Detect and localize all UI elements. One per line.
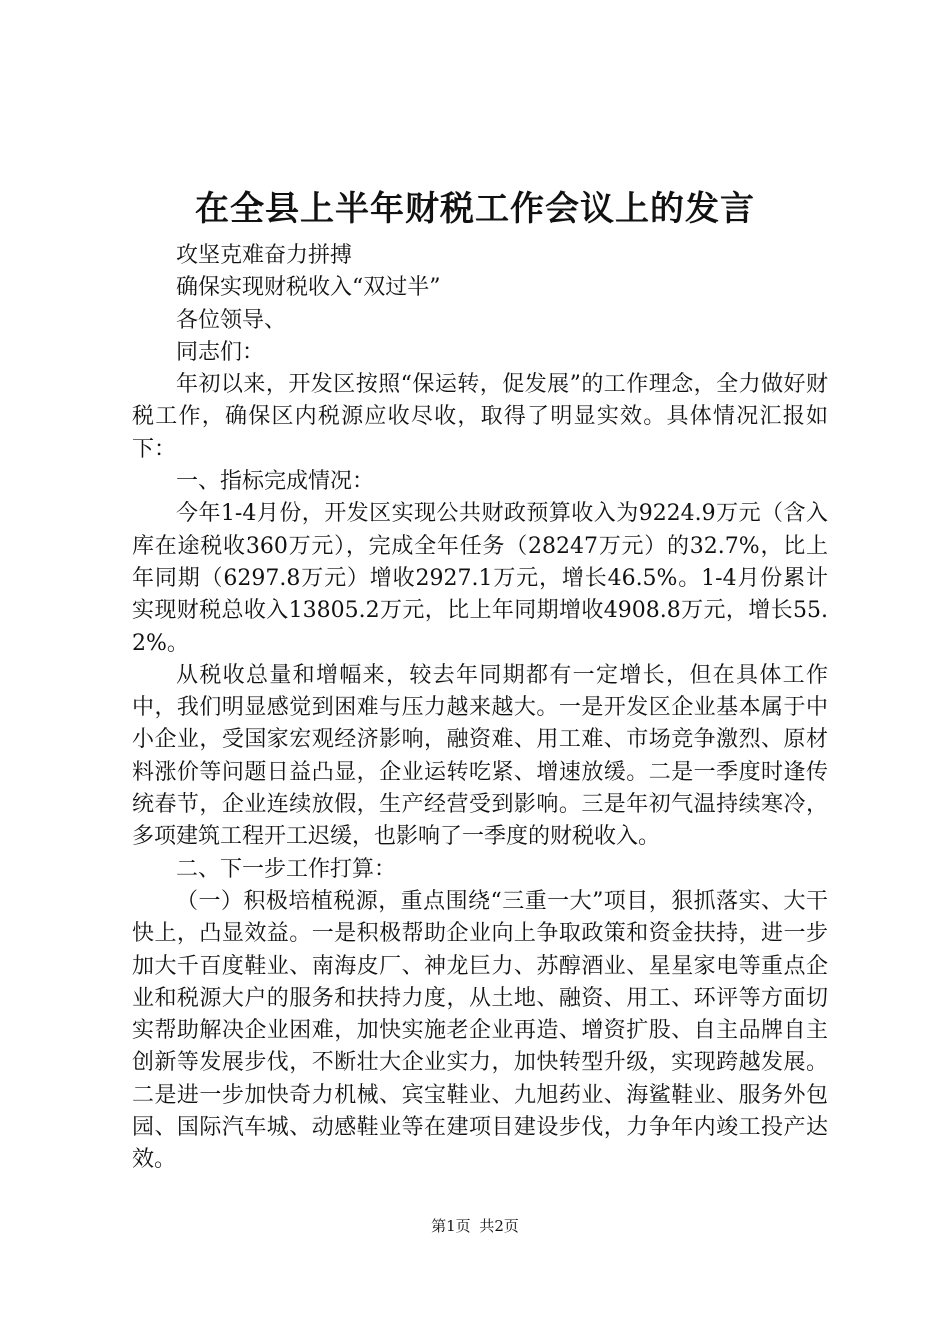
page-total: 共2页 (479, 1217, 519, 1235)
paragraph-intro: 年初以来，开发区按照“保运转，促发展”的工作理念，全力做好财税工作，确保区内税源应收尽收，取得了明显实效。具体情况汇报如下： (132, 372, 828, 462)
document-title: 在全县上半年财税工作会议上的发言 (195, 189, 755, 229)
paragraph-difficulties: 从税收总量和增幅来，较去年同期都有一定增长，但在具体工作中，我们明显感觉到困难与压力越来越大。一是开发区企业基本属于中小企业，受国家宏观经济影响，融资难、用工难、市场竞争激烈、原材料涨价等问题日益凸显，企业运转吃紧、增速放缓。二是一季度时逢传统春节，企业连续放假，生产经营受到影响。三是年初气温持续寒冷，多项建筑工程开工迟缓，也影响了一季度的财税收入。 (132, 662, 828, 850)
salutation-leaders: 各位领导、 (176, 307, 287, 333)
subtitle-line-1: 攻坚克难奋力拼搏 (176, 243, 353, 268)
salutation-comrades: 同志们： (176, 339, 265, 365)
section-heading-indicators: 一、指标完成情况： (176, 469, 375, 495)
paragraph-revenue-figures: 今年1-4月份，开发区实现公共财政预算收入为9224.9万元（含入库在途税收360万元），完成全年任务（28247万元）的32.7%，比上年同期（6297.8万元）增收2927.1万元，增长46.5%。1-4月份累计实现财税总收入13805.2万元，比上年同期增收4908.8万元，增长55.2%。 (132, 501, 828, 656)
page-number: 第1页 (431, 1217, 471, 1235)
document-body (132, 240, 828, 1177)
section-heading-next-steps: 二、下一步工作打算： (176, 856, 397, 882)
page-footer (0, 1216, 950, 1236)
paragraph-tax-source: （一）积极培植税源，重点围绕“三重一大”项目，狠抓落实、大干快上，凸显效益。一是积极帮助企业向上争取政策和资金扶持，进一步加大千百度鞋业、南海皮厂、神龙巨力、苏醇酒业、星星家电等重点企业和税源大户的服务和扶持力度，从土地、融资、用工、环评等方面切实帮助解决企业困难，加快实施老企业再造、增资扩股、自主品牌自主创新等发展步伐，不断壮大企业实力，加快转型升级，实现跨越发展。二是进一步加快奇力机械、宾宝鞋业、九旭药业、海鲨鞋业、服务外包园、国际汽车城、动感鞋业等在建项目建设步伐，力争年内竣工投产达效。 (132, 888, 828, 1173)
subtitle-line-2: 确保实现财税收入“双过半” (176, 275, 441, 301)
